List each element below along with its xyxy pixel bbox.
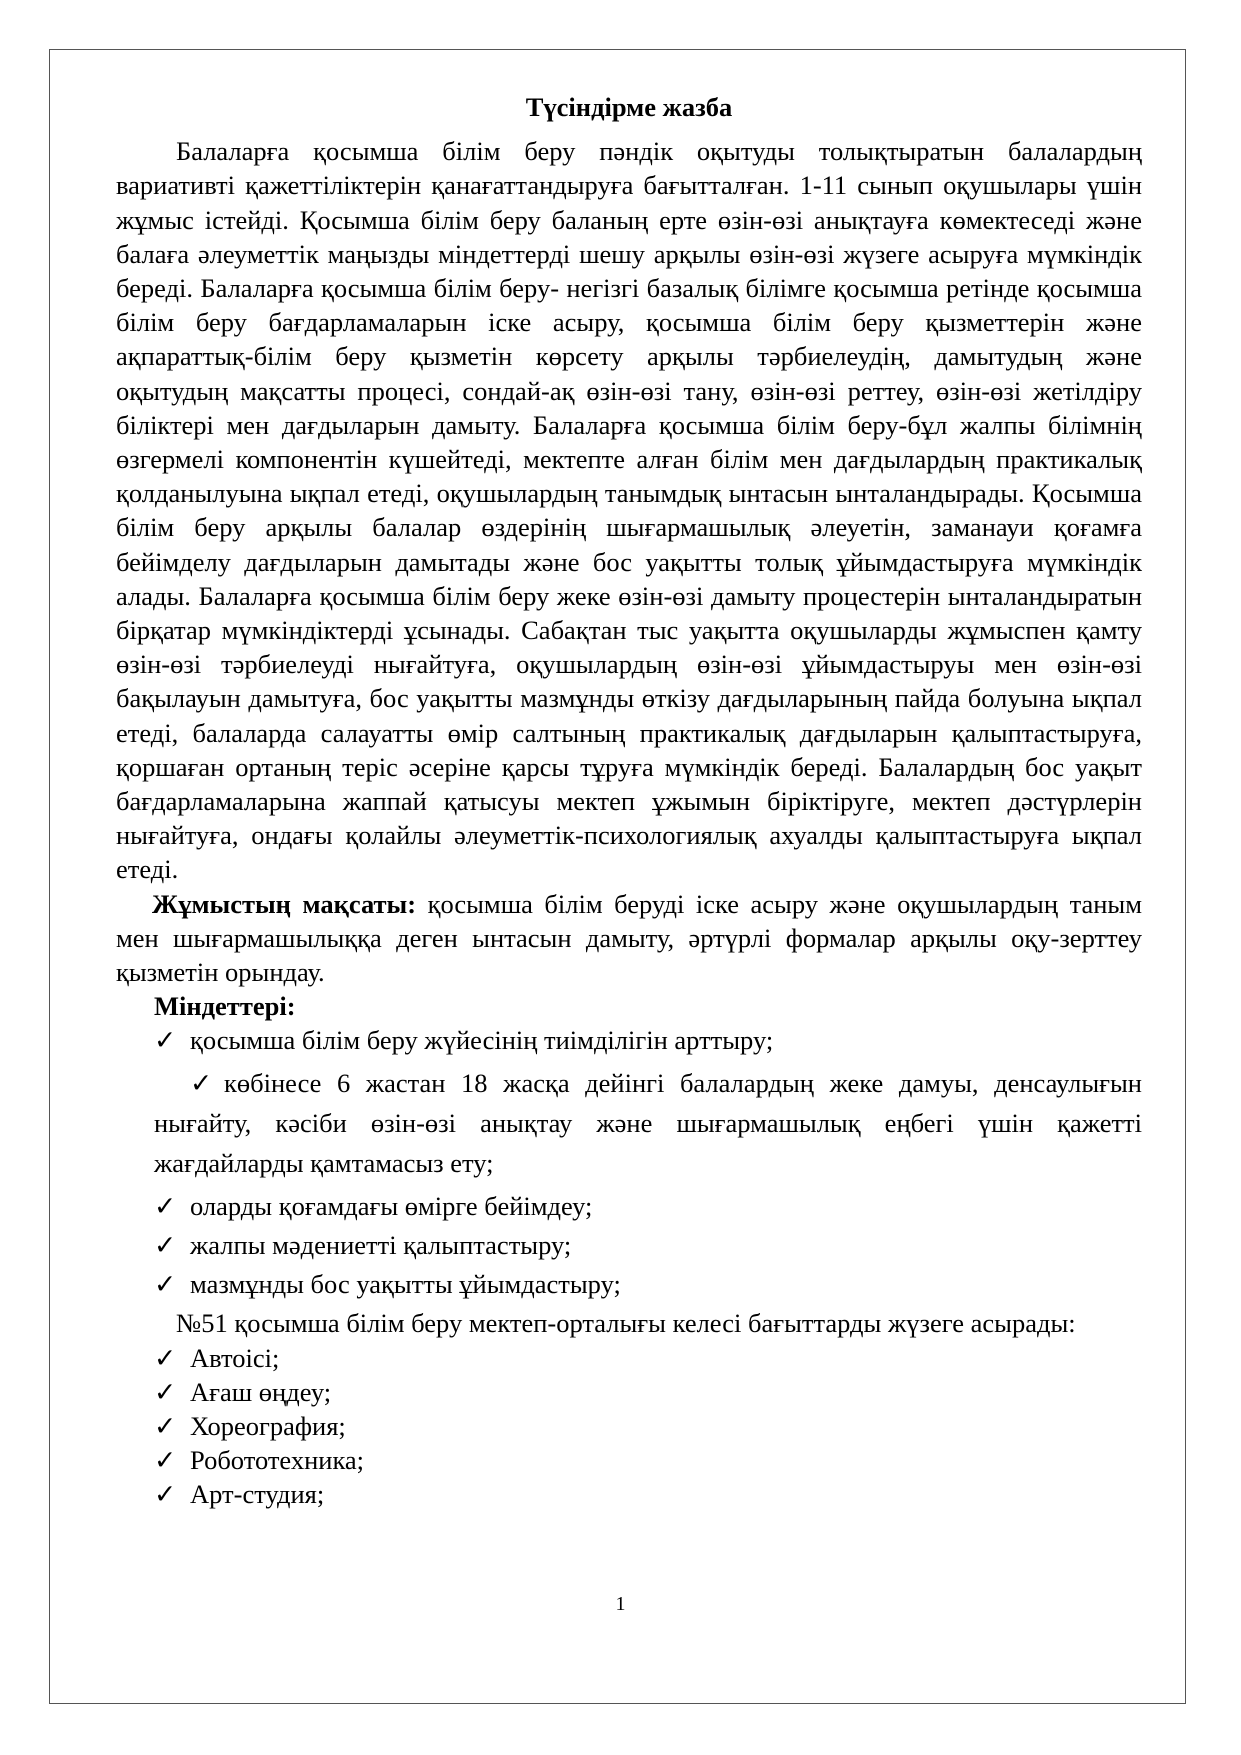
task-text: жалпы мәдениетті қалыптастыру;	[190, 1229, 572, 1260]
list-item	[116, 1477, 1142, 1511]
list-item	[116, 1267, 1142, 1301]
direction-text: Ағаш өңдеу;	[190, 1376, 332, 1407]
goal-text: қосымша білім беруді іске асыру және оқушылардың таным мен шығармашылыққа деген ынтасын дамыту, әртүрлі формалар арқылы оқу-зерттеу қызметін орындау.	[116, 888, 1142, 988]
document-body	[116, 84, 1142, 1512]
document-title: Түсіндірме жазба	[525, 92, 733, 122]
checkmark-icon: ✓	[154, 1190, 177, 1221]
list-item	[116, 1409, 1142, 1443]
goal-paragraph	[116, 887, 1142, 990]
direction-text: Автоісі;	[190, 1342, 280, 1373]
task-text: мазмұнды бос уақытты ұйымдастыру;	[190, 1269, 621, 1300]
checkmark-icon: ✓	[154, 1025, 177, 1056]
list-item	[116, 1189, 1142, 1223]
direction-text: Хореография;	[190, 1410, 346, 1441]
checkmark-icon: ✓	[154, 1410, 177, 1441]
directions-list	[116, 1341, 1142, 1512]
list-item	[116, 1023, 1142, 1057]
intro-paragraph: Балаларға қосымша білім беру пәндік оқытуды толықтыратын балалардың вариативті қажеттіліктерін қанағаттандыруға бағытталған. 1-11 сынып оқушылары үшін жұмыс істейді. Қосымша білім беру баланың ерте өзін-өзі анықтауға көмектеседі және балаға әлеуметтік маңызды міндеттерді шешу арқылы өзін-өзі жүзеге асыруға мүмкіндік береді. Балаларға қосымша білім беру- негізгі базалық білімге қосымша ретінде қосымша білім беру бағдарламаларын іске асыру, қосымша білім беру қызметтерін және ақпараттық-білім беру қызметін көрсету арқылы тәрбиелеудің, дамытудың және оқытудың мақсатты процесі, сондай-ақ өзін-өзі тану, өзін-өзі реттеу, өзін-өзі жетілдіру біліктері мен дағдыларын дамыту. Балаларға қосымша білім беру-бұл жалпы білімнің өзгермелі компонентін күшейтеді, мектепте алған білім мен дағдылардың практикалық қолданылуына ықпал етеді, оқушылардың танымдық ынтасын ынталандырады. Қосымша білім беру арқылы балалар өздерінің шығармашылық әлеуетін, заманауи қоғамға бейімделу дағдыларын дамытады және бос уақытты толық ұйымдастыруға мүмкіндік алады. Балаларға қосымша білім беру жеке өзін-өзі дамыту процестерін ынталандыратын бірқатар мүмкіндіктерді ұсынады. Сабақтан тыс уақытта оқушыларды жұмыспен қамту өзін-өзі тәрбиелеуді нығайтуға, оқушылардың өзін-өзі ұйымдастыруы мен өзін-өзі бақылауын дамытуға, бос уақытты мазмұнды өткізу дағдыларының пайда болуына ықпал етеді, балаларда салауатты өмір салтының практикалық дағдыларын қалыптастыруға, қоршаған ортаның теріс әсеріне қарсы тұруға мүмкіндік береді. Балалардың бос уақыт бағдарламаларына жаппай қатысуы мектеп ұжымын біріктіруге, мектеп дәстүрлерін нығайтуға, ондағы қолайлы әлеуметтік-психологиялық ахуалды қалыптастыруға ықпал етеді.	[116, 136, 1142, 885]
direction-text: Робототехника;	[190, 1445, 365, 1476]
checkmark-icon: ✓	[154, 1479, 177, 1510]
checkmark-icon: ✓	[154, 1269, 177, 1300]
checkmark-icon: ✓	[154, 1445, 177, 1476]
checkmark-icon: ✓	[154, 1342, 177, 1373]
direction-text: Арт-студия;	[190, 1479, 325, 1510]
list-item	[116, 1341, 1142, 1375]
task-text: оларды қоғамдағы өмірге бейімдеу;	[190, 1190, 593, 1221]
page-number: 1	[615, 1593, 626, 1615]
directions-intro: №51 қосымша білім беру мектеп-орталығы келесі бағыттарды жүзеге асырады:	[176, 1308, 1076, 1339]
goal-label: Жұмыстың мақсаты:	[152, 888, 417, 919]
task-text: қосымша білім беру жүйесінің тиімділігін арттыру;	[190, 1025, 774, 1056]
tasks-list	[116, 1023, 1142, 1301]
checkmark-icon: ✓	[190, 1067, 213, 1098]
checkmark-icon: ✓	[154, 1229, 177, 1260]
tasks-heading: Міндеттері:	[154, 991, 296, 1022]
checkmark-icon: ✓	[154, 1376, 177, 1407]
task-text: көбінесе 6 жастан 18 жасқа дейінгі балалардың жеке дамуы, денсаулығын нығайту, кәсіби өзін-өзі анықтау және шығармашылық еңбегі үшін қажетті жағдайларды қамтамасыз ету;	[154, 1067, 1142, 1178]
list-item	[116, 1228, 1142, 1262]
list-item	[116, 1443, 1142, 1477]
list-item	[116, 1063, 1142, 1183]
list-item	[116, 1375, 1142, 1409]
